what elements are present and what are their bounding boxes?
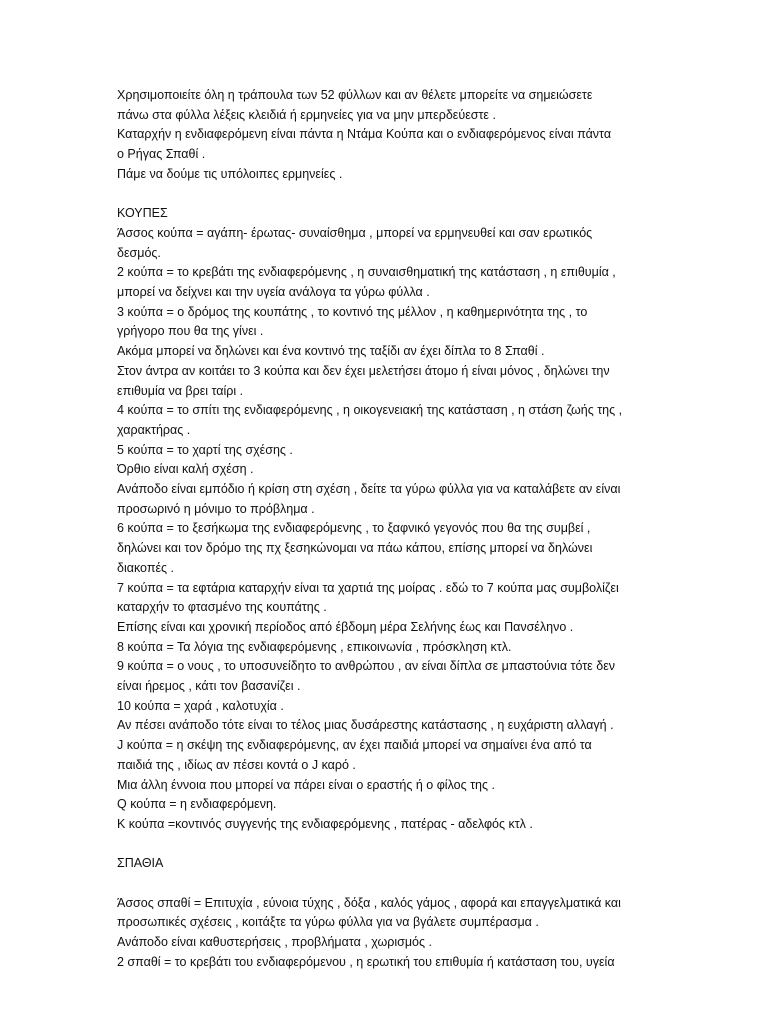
text-line: Χρησιμοποιείτε όλη η τράπουλα των 52 φύλλων και αν θέλετε μπορείτε να σημειώσετε <box>117 88 593 102</box>
text-line: Όρθιο είναι καλή σχέση . <box>117 462 254 477</box>
text-line: Στον άντρα αν κοιτάει το 3 κούπα και δεν έχει μελετήσει άτομο ή είναι μόνος , δηλώνει την <box>117 363 610 378</box>
text-line: Ανάποδο είναι καθυστερήσεις , προβλήματα , χωρισμός . <box>117 935 432 950</box>
text-line: 9 κούπα = ο νους , το υποσυνείδητο το ανθρώπου , αν είναι δίπλα σε μπαστούνια τότε δεν <box>117 659 616 674</box>
text-line: καταρχήν το φτασμένο της κουπάτης . <box>117 600 327 615</box>
text-line: Αν πέσει ανάποδο τότε είναι το τέλος μιας δυσάρεστης κατάστασης , η ευχάριστη αλλαγή . <box>117 718 614 733</box>
document-page <box>117 86 662 973</box>
text-line: Πάμε να δούμε τις υπόλοιπες ερμηνείες . <box>117 166 343 181</box>
text-line: Κ κούπα =κοντινός συγγενής της ενδιαφερόμενης , πατέρας - αδελφός κτλ . <box>117 817 533 831</box>
text-line: επιθυμία να βρει ταίρι . <box>117 383 244 398</box>
text-line: 7 κούπα = τα εφτάρια καταρχήν είναι τα χαρτιά της μοίρας . εδώ το 7 κούπα μας συμβολίζει <box>117 580 619 595</box>
intro-paragraph <box>117 86 662 185</box>
text-line: πάνω στα φύλλα λέξεις κλειδιά ή ερμηνείες για να μην μπερδεύεστε . <box>117 107 496 122</box>
section-cups <box>117 204 662 835</box>
text-line: είναι ήρεμος , κάτι τον βασανίζει . <box>117 679 301 694</box>
text-line: Καταρχήν η ενδιαφερόμενη είναι πάντα η Ντάμα Κούπα και ο ενδιαφερόμενος είναι πάντα <box>117 127 612 142</box>
text-line: 2 σπαθί = το κρεβάτι του ενδιαφερόμενου , η ερωτική του επιθυμία ή κατάσταση του, υγεία <box>117 954 615 969</box>
text-line: Ακόμα μπορεί να δηλώνει και ένα κοντινό της ταξίδι αν έχει δίπλα το 8 Σπαθί . <box>117 344 545 359</box>
text-line: 4 κούπα = το σπίτι της ενδιαφερόμενης , η οικογενειακή της κατάσταση , η στάση ζωής της , <box>117 403 623 418</box>
text-line: χαρακτήρας . <box>117 422 191 437</box>
text-line: δηλώνει και τον δρόμο της πχ ξεσηκώνομαι να πάω κάπου, επίσης μπορεί να δηλώνει <box>117 541 593 556</box>
section-heading-clubs: ΣΠΑΘΙΑ <box>117 856 164 871</box>
text-line: Ανάποδο είναι εμπόδιο ή κρίση στη σχέση , δείτε τα γύρω φύλλα για να καταλάβετε αν είναι <box>117 482 621 497</box>
spacer <box>117 874 662 894</box>
section-clubs <box>117 854 662 972</box>
text-line: Επίσης είναι και χρονική περίοδος από έβδομη μέρα Σελήνης έως και Πανσέληνο . <box>117 619 574 634</box>
section-heading-cups: ΚΟΥΠΕΣ <box>117 206 168 221</box>
text-line: 8 κούπα = Τα λόγια της ενδιαφερόμενης , επικοινωνία , πρόσκληση κτλ. <box>117 639 512 654</box>
text-line: παιδιά της , ιδίως αν πέσει κοντά ο J καρό . <box>117 757 356 772</box>
text-line: 5 κούπα = το χαρτί της σχέσης . <box>117 442 293 457</box>
spacer <box>117 835 662 855</box>
text-line: Άσσος κούπα = αγάπη- έρωτας- συναίσθημα , μπορεί να ερμηνευθεί και σαν ερωτικός <box>117 225 593 240</box>
text-line: Μια άλλη έννοια που μπορεί να πάρει είναι ο εραστής ή ο φίλος της . <box>117 777 495 792</box>
text-line: διακοπές . <box>117 560 175 575</box>
text-line: Άσσος σπαθί = Επιτυχία , εύνοια τύχης , δόξα , καλός γάμος , αφορά και επαγγελματικά και <box>117 895 621 910</box>
text-line: γρήγορο που θα της γίνει . <box>117 324 264 339</box>
text-line: 2 κούπα = το κρεβάτι της ενδιαφερόμενης , η συναισθηματική της κατάσταση , η επιθυμία , <box>117 265 616 280</box>
spacer <box>117 185 662 205</box>
text-line: 6 κούπα = το ξεσήκωμα της ενδιαφερόμενης , το ξαφνικό γεγονός που θα της συμβεί , <box>117 521 591 536</box>
text-line: 3 κούπα = ο δρόμος της κουπάτης , το κοντινό της μέλλον , η καθημερινότητα της , το <box>117 304 588 319</box>
text-line: προσωπικές σχέσεις , κοιτάξτε τα γύρω φύλλα για να βγάλετε συμπέρασμα . <box>117 915 539 930</box>
text-line: 10 κούπα = χαρά , καλοτυχία . <box>117 698 284 713</box>
text-line: προσωρινό η μόνιμο το πρόβλημα . <box>117 501 315 516</box>
text-line: δεσμός. <box>117 245 161 260</box>
text-line: ο Ρήγας Σπαθί . <box>117 147 206 162</box>
text-line: J κούπα = η σκέψη της ενδιαφερόμενης, αν έχει παιδιά μπορεί να σημαίνει ένα από τα <box>117 738 592 753</box>
text-line: μπορεί να δείχνει και την υγεία ανάλογα τα γύρω φύλλα . <box>117 285 430 300</box>
text-line: Q κούπα = η ενδιαφερόμενη. <box>117 797 277 812</box>
